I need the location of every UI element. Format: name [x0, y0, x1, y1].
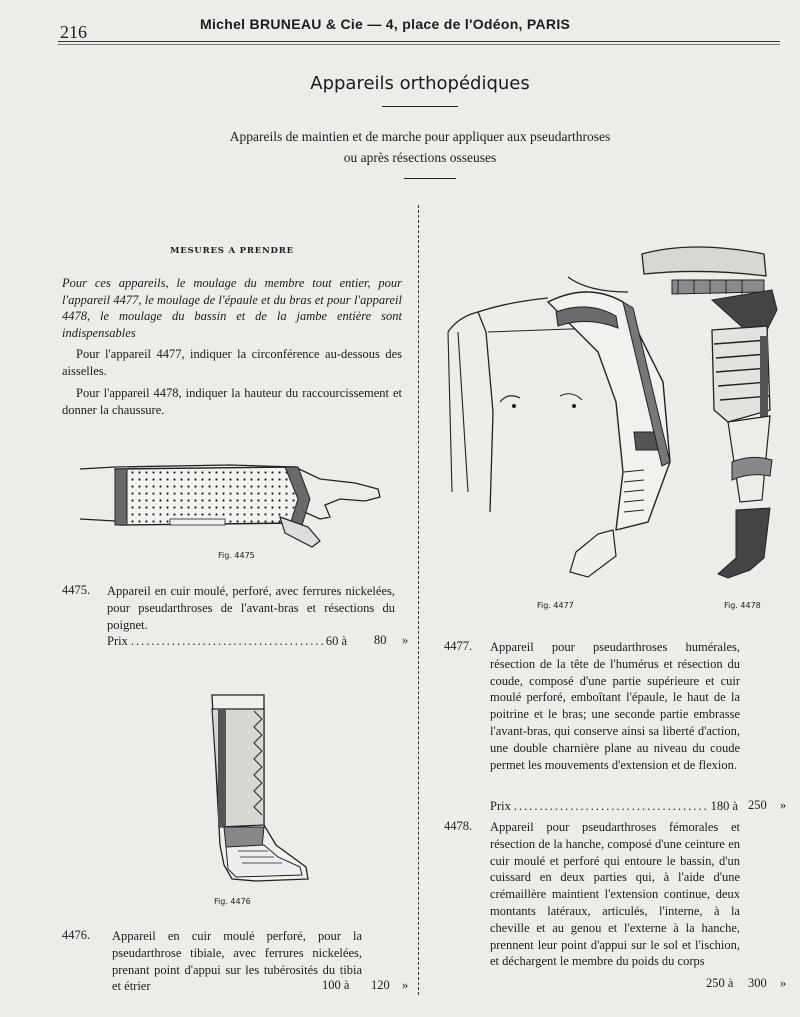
entry-4475-text: Appareil en cuir moulé, perforé, avec ferrures nickelées, pour pseudarthroses de l'avant-bras et résections du poignet. [107, 584, 395, 632]
entry-4478-price-low: 250 à [706, 976, 734, 990]
entry-4477-text: Appareil pour pseudarthroses humérales, résection de la tête de l'humérus et résection du coude, composé d'une partie supérieure et cuir moulé perforé, emboîtant l'épaule, le haut de la poitrine et le bras; une seconde partie embrasse l'avant-bras, qui conserve ainsi sa liberté d'action, une double charnière plane au niveau du coude permet les mouvements d'extension et de flexion. [490, 640, 740, 772]
entry-4476-price-low: 100 à [322, 978, 350, 992]
subtitle-line-1: Appareils de maintien et de marche pour appliquer aux pseudarthroses [229, 129, 611, 144]
entry-4477-price-line [490, 798, 738, 815]
mesures-paragraph-3: Pour l'appareil 4478, indiquer la hauteur du raccourcissement et donner la chaussure. [62, 386, 402, 417]
entry-4476-number: 4476. [62, 928, 91, 942]
caption-fig-4476: Fig. 4476 [214, 897, 251, 906]
entry-4476-currency: » [402, 978, 409, 992]
page-subtitle [170, 126, 670, 168]
page-number: 216 [60, 22, 87, 42]
subtitle-line-2: ou après résections osseuses [343, 150, 497, 165]
entry-4476-price-high: 120 [371, 978, 390, 992]
entry-4475-price-line [107, 633, 347, 650]
entry-4478-number: 4478. [444, 819, 473, 833]
entry-4476-text: Appareil en cuir moulé perforé, pour la pseudarthrose tibiale, avec ferrures nickelées, prenant point d'appui sur les tubérosités du tibia et étrier [112, 929, 362, 994]
leader-dots [131, 633, 323, 650]
mesures-paragraph-1: Pour ces appareils, le moulage du membre tout entier, pour l'appareil 4477, le moulage de l'épaule et du bras et pour l'appareil 4478, le moulage du bassin et de la jambe entière sont indispensables [62, 276, 402, 340]
entry-4478-text: Appareil pour pseudarthroses fémorales et résection de la hanche, composé d'une ceinture en cuir moulé et perforé qui entoure le bassin, d'un cuissard en deux parties qui, à l'aide d'une crémaillère maintient l'extension continue, deux montants latéraux, articulés, l'interne, à la cheville et au genou et l'externe à la hanche, prennent leur point d'appui sur le sol et l'ischion, et déchargent le membre du poids du corps [490, 820, 740, 969]
figure-4478-hip-brace [632, 240, 782, 595]
subtitle-rule [404, 178, 456, 179]
entry-4477-number: 4477. [444, 639, 473, 653]
figure-4476-leg-brace [196, 695, 316, 895]
entry-4478-price-high: 300 [748, 976, 767, 990]
title-rule [382, 106, 458, 107]
header-rule [58, 41, 780, 42]
header-rule-secondary [58, 44, 780, 45]
mesures-heading: MESURES A PRENDRE [170, 246, 294, 256]
entry-4477-price-high: 250 [748, 798, 767, 812]
leader-dots [514, 798, 708, 815]
mesures-paragraph-2: Pour l'appareil 4477, indiquer la circonférence au-dessous des aisselles. [62, 347, 402, 378]
running-header: Michel BRUNEAU & Cie — 4, place de l'Odéon, PARIS [200, 16, 571, 32]
price-low: 180 à [710, 799, 738, 813]
entry-4475-currency: » [402, 633, 409, 647]
caption-fig-4478: Fig. 4478 [724, 601, 761, 610]
caption-fig-4475: Fig. 4475 [218, 551, 255, 560]
column-divider [418, 205, 419, 995]
prix-label: Prix [107, 634, 128, 648]
figure-4475-forearm-brace [80, 455, 390, 555]
entry-4475-price-high: 80 [374, 633, 387, 647]
entry-4475-number: 4475. [62, 583, 91, 597]
prix-label: Prix [490, 799, 511, 813]
price-low: 60 à [325, 634, 347, 648]
caption-fig-4477: Fig. 4477 [537, 601, 574, 610]
entry-4477-currency: » [780, 798, 787, 812]
page-title: Appareils orthopédiques [310, 73, 530, 94]
entry-4478-currency: » [780, 976, 787, 990]
